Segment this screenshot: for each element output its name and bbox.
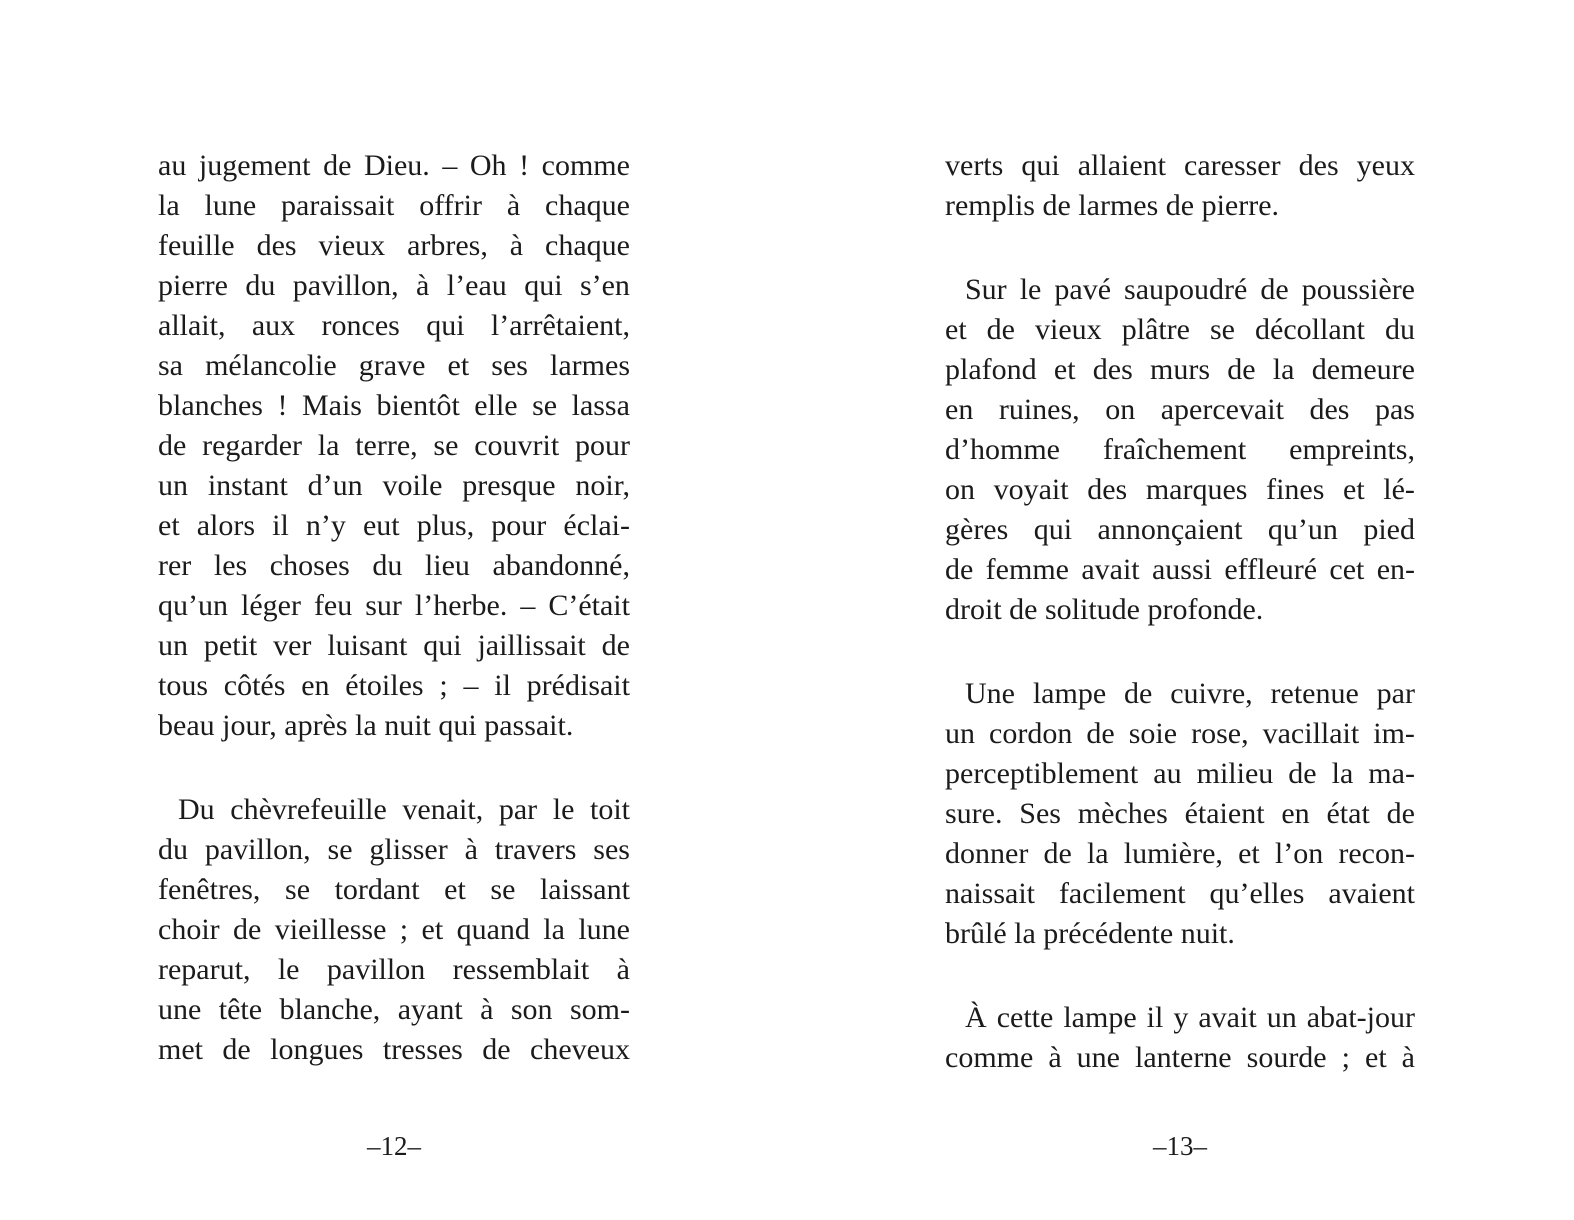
word: pas [1374,393,1415,426]
word: Une [965,677,1015,710]
word: ronces [321,309,400,342]
word: y [1173,1001,1189,1034]
text-line [158,990,630,1030]
word: des [256,229,297,262]
text-line [945,998,1415,1038]
word: yeux [1356,149,1415,182]
word: des [1298,149,1339,182]
text-line [158,666,630,706]
word: chaque [545,229,630,262]
word: de [986,313,1015,346]
word: vieillesse [274,913,387,946]
text-line [158,586,630,626]
word: sa [158,349,183,382]
word: reparut, [158,953,251,986]
word: la [543,913,565,946]
word: ses [491,349,528,382]
text-line [158,1030,630,1070]
word: aux [251,309,296,342]
word: à [509,229,524,262]
word: étoiles [345,669,424,702]
word: de [1227,353,1256,386]
word: sure. [945,797,1003,830]
paragraph [945,146,1415,226]
word: avaient [1328,877,1415,910]
word: la [1331,757,1354,790]
word: des [1087,473,1128,506]
text-line: droit de solitude profonde. [945,593,1264,626]
word: arbres, [407,229,488,262]
word: quand [456,913,530,946]
word: jaillissait [477,629,586,662]
word: lumière, [1123,837,1223,870]
word: se [490,873,516,906]
word: jugement [198,149,311,182]
text-line [945,714,1415,754]
word: qu’un [1267,513,1338,546]
word: pour [491,509,547,542]
word: chaque [545,189,630,222]
word: le [1019,273,1042,306]
word: et [1343,473,1365,506]
word: choses [269,549,350,582]
word: verts [945,149,1004,182]
word: À [965,1001,987,1034]
word: Ses [1019,797,1061,830]
text-line [945,754,1415,794]
word: se [1210,313,1235,346]
word: à [416,269,430,302]
text-line [945,510,1415,550]
text-line [158,226,630,266]
word: de [482,1033,511,1066]
word: gères [945,513,1009,546]
word: allait, [158,309,226,342]
word: murs [1150,353,1210,386]
word: pied [1363,513,1415,546]
word: presque [462,469,556,502]
word: du [1384,313,1415,346]
page-left-number: –12– [367,1131,421,1161]
word: et [421,913,444,946]
word: en- [1376,553,1415,586]
word: se [327,833,353,866]
text-line [158,546,630,586]
word: décollant [1255,313,1365,346]
word: des [1309,393,1350,426]
word: donner [945,837,1029,870]
word: l’eau [446,269,507,302]
word: instant [207,469,288,502]
word: fenêtres, [158,873,261,906]
word: lé- [1383,473,1415,506]
word: rer [158,549,192,582]
word: à [506,189,521,222]
word: – [463,669,479,702]
word: effleuré [1224,553,1318,586]
word: luisant [327,629,408,662]
text-line [945,794,1415,834]
page-right-number: –13– [1153,1131,1207,1161]
word: qui [524,269,563,302]
word: avait [1198,1001,1257,1034]
word: larmes [550,349,630,382]
word: à [464,833,478,866]
word: vieux [1035,313,1102,346]
text-line [158,346,630,386]
word: il [272,509,289,542]
word: cet [1329,553,1365,586]
word: allaient [1077,149,1166,182]
word: mélancolie [205,349,337,382]
word: regarder [202,429,303,462]
text-line [945,834,1415,874]
word: lune [204,189,257,222]
word: ma- [1368,757,1415,790]
word: mèches [1077,797,1168,830]
word: le [552,793,575,826]
word: pavillon, [292,269,399,302]
word: pavillon, [204,833,311,866]
word: lampe [1032,677,1107,710]
word: vieux [318,229,386,262]
paragraph [945,270,1415,630]
page-left-text-column [158,146,630,1070]
paragraph [158,146,630,746]
text-line [158,870,630,910]
word: fines [1266,473,1325,506]
word: un [1266,1001,1297,1034]
word: il [1146,1001,1164,1034]
word: femme [985,553,1069,586]
word: et [945,313,967,346]
word: elle [474,389,518,422]
word: éclai- [563,509,630,542]
word: Sur [965,273,1007,306]
word: des [1092,353,1133,386]
word: vacillait [1262,717,1360,750]
word: ; [399,913,409,946]
text-line [158,186,630,226]
word: du [372,549,403,582]
text-line [945,146,1415,186]
text-line [158,626,630,666]
word: se [433,429,459,462]
word: et [447,349,470,382]
word: ressemblait [452,953,590,986]
word: aussi [1151,553,1212,586]
word: marques [1145,473,1248,506]
word: qu’elles [1209,877,1305,910]
word: tête [218,993,263,1026]
word: pierre [158,269,228,302]
text-line [945,430,1415,470]
word: Du [178,793,215,826]
word: caresser [1184,149,1281,182]
word: l’arrêtaient, [490,309,630,342]
text-line: beau jour, après la nuit qui passait. [158,709,574,742]
text-line [945,874,1415,914]
word: recon- [1338,837,1415,870]
text-line [158,790,630,830]
word: la [158,189,180,222]
text-line [945,390,1415,430]
word: on [1105,393,1136,426]
text-line [945,1038,1415,1078]
word: lassa [571,389,630,422]
word: qu’un [158,589,228,622]
word: lieu [424,549,470,582]
word: plâtre [1121,313,1190,346]
word: chèvrefeuille [230,793,387,826]
word: un [945,717,975,750]
word: offrir [419,189,482,222]
word: prédisait [526,669,630,702]
text-line [945,674,1415,714]
word: de [601,629,630,662]
word: à [616,953,630,986]
word: ses [593,833,630,866]
text-line [945,270,1415,310]
text-line [158,950,630,990]
word: C’était [548,589,630,622]
word: blanches [158,389,263,422]
word: cette [996,1001,1054,1034]
word: im- [1373,717,1415,750]
word: s’en [579,269,630,302]
word: milieu [1196,757,1274,790]
word: et [444,873,466,906]
word: travers [494,833,577,866]
word: de [1086,717,1115,750]
word: voyait [993,473,1069,506]
word: blanche, [279,993,381,1026]
word: cordon [989,717,1073,750]
word: en [301,669,330,702]
word: soie [1128,717,1178,750]
word: pour [574,429,630,462]
word: de [323,149,352,182]
word: du [245,269,276,302]
word: et [1053,353,1076,386]
word: ! [519,149,530,182]
word: pavé [1054,273,1112,306]
word: som- [569,993,630,1026]
word: Oh [469,149,507,182]
word: grave [358,349,426,382]
word: plus, [416,509,475,542]
text-line [158,306,630,346]
text-line [945,310,1415,350]
text-line [158,426,630,466]
word: léger [240,589,301,622]
word: de [158,429,187,462]
word: lampe [1063,1001,1137,1034]
word: un [158,469,188,502]
word: laissant [539,873,630,906]
text-line [945,470,1415,510]
word: étaient [1184,797,1265,830]
word: cheveux [530,1033,630,1066]
word: sourde [1246,1041,1327,1074]
paragraph [945,998,1415,1078]
word: lune [578,913,630,946]
word: la [1086,837,1109,870]
word: de [1124,677,1153,710]
word: retenue [1270,677,1359,710]
word: état [1326,797,1370,830]
text-line [158,830,630,870]
word: ayant [397,993,463,1026]
word: de [1386,797,1415,830]
word: annonçaient [1097,513,1243,546]
word: au [158,149,187,182]
word: d’homme [945,433,1060,466]
word: en [945,393,974,426]
word: se [532,389,558,422]
word: demeure [1311,353,1415,386]
word: qui [1033,513,1073,546]
word: d’un [307,469,363,502]
word: sur [365,589,402,622]
word: facilement [1058,877,1186,910]
word: une [1076,1041,1120,1074]
word: avait [1081,553,1140,586]
word: Mais [301,389,362,422]
word: tordant [334,873,420,906]
word: noir, [575,469,630,502]
text-line [158,146,630,186]
word: à [1048,1041,1062,1074]
word: se [285,873,311,906]
word: par [498,793,538,826]
word: par [1376,677,1415,710]
word: venait, [402,793,484,826]
word: ver [273,629,312,662]
word: de [945,553,974,586]
word: apercevait [1160,393,1284,426]
text-line: remplis de larmes de pierre. [945,189,1280,222]
word: ; [439,669,448,702]
word: du [158,833,188,866]
word: qui [1021,149,1060,182]
word: fraîchement [1102,433,1247,466]
word: ; [1341,1041,1350,1074]
word: tous [158,669,209,702]
word: voile [382,469,443,502]
word: à [480,993,494,1026]
word: de [1288,757,1317,790]
word: feuille [158,229,235,262]
word: feu [313,589,353,622]
word: on [945,473,975,506]
word: pavillon [326,953,426,986]
word: de [1043,837,1072,870]
text-line [158,266,630,306]
word: comme [945,1041,1034,1074]
word: paraissait [281,189,395,222]
word: de [222,1033,251,1066]
text-line: brûlé la précédente nuit. [945,917,1235,950]
word: et [158,509,180,542]
word: côtés [223,669,286,702]
word: rose, [1191,717,1249,750]
word: son [510,993,553,1026]
word: alors [196,509,256,542]
word: saupoudré [1124,273,1248,306]
word: – [442,149,458,182]
word: tresses [382,1033,463,1066]
word: l’on [1274,837,1324,870]
word: il [494,669,511,702]
word: ruines, [998,393,1080,426]
word: ! [277,389,288,422]
text-line [158,466,630,506]
word: de [1260,273,1289,306]
word: une [158,993,202,1026]
word: au [1153,757,1182,790]
word: Dieu. [363,149,430,182]
word: toit [589,793,630,826]
word: choir [158,913,220,946]
text-line [158,386,630,426]
word: met [158,1033,203,1066]
word: et [1365,1041,1387,1074]
word: la [317,429,340,462]
word: abandonné, [492,549,630,582]
word: n’y [305,509,346,542]
word: perceptiblement [945,757,1139,790]
word: en [1281,797,1310,830]
word: à [1401,1041,1415,1074]
word: poussière [1301,273,1415,306]
word: terre, [355,429,418,462]
word: lanterne [1135,1041,1232,1074]
word: petit [203,629,258,662]
word: et [1238,837,1260,870]
word: empreints, [1289,433,1415,466]
word: l’herbe. [414,589,508,622]
word: qui [426,309,465,342]
word: glisser [369,833,448,866]
word: de [233,913,262,946]
page-right-text-column [945,146,1415,1078]
text-line [945,350,1415,390]
paragraph [158,790,630,1070]
word: qui [423,629,462,662]
word: plafond [945,353,1037,386]
text-line [945,550,1415,590]
word: naissait [945,877,1035,910]
word: comme [541,149,630,182]
word: la [1272,353,1295,386]
word: – [520,589,536,622]
word: eut [362,509,400,542]
word: un [158,629,188,662]
text-line [158,910,630,950]
text-line [158,506,630,546]
word: bientôt [376,389,460,422]
word: cuivre, [1170,677,1253,710]
page-right [787,0,1574,1220]
word: couvrit [474,429,560,462]
word: les [213,549,248,582]
paragraph [945,674,1415,954]
word: longues [270,1033,364,1066]
word: abat-jour [1306,1001,1415,1034]
word: le [277,953,300,986]
